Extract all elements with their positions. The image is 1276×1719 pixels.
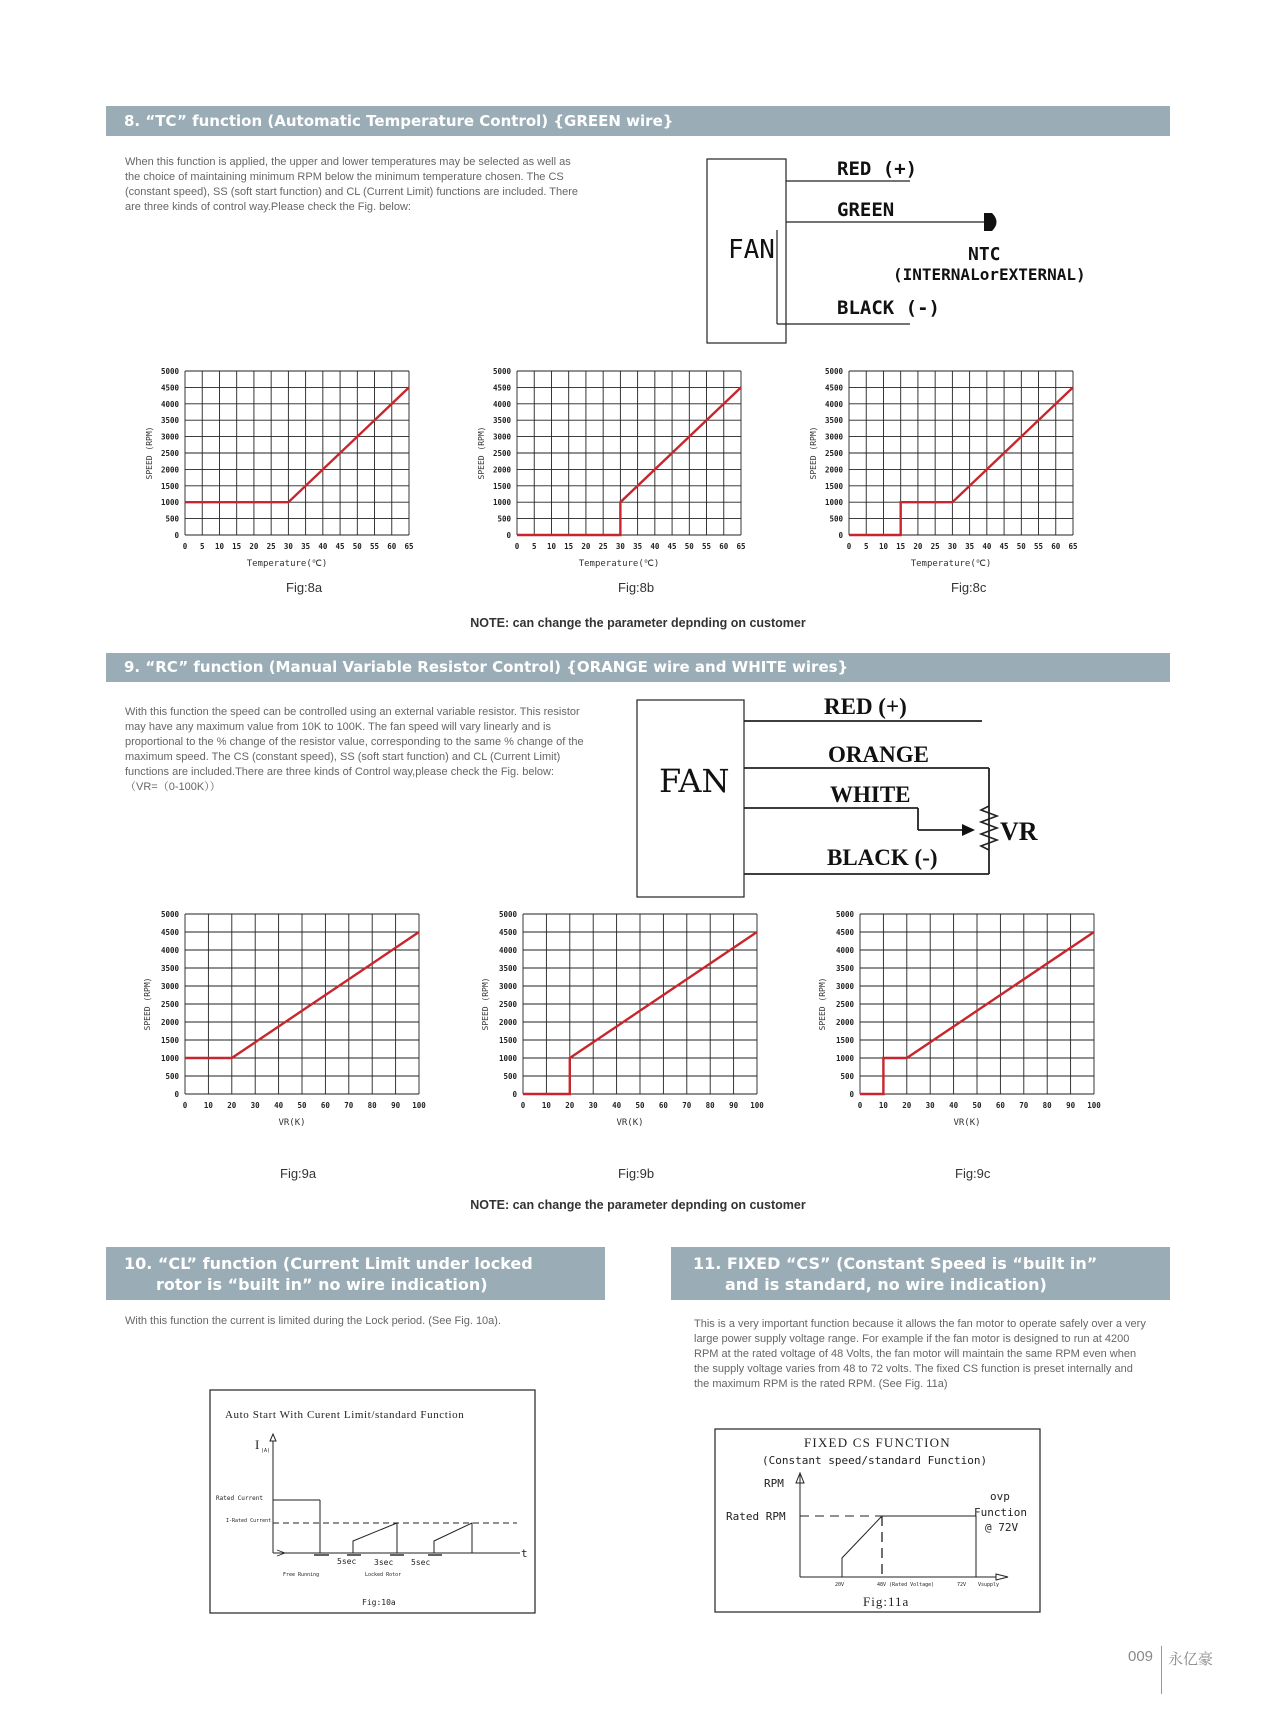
y-tick-label: 3500	[160, 416, 179, 426]
y-tick-label: 0	[174, 1090, 179, 1099]
section-9-body	[125, 705, 590, 795]
x-axis-label: Temperature(℃)	[910, 559, 992, 569]
section-8-body: When this function is applied, the upper and lower temperatures may be selected as well as the choice of maintaining minimum RPM below the minimum temperature chosen. The CS (constant speed), SS (soft start function) and CL (Current Limit) functions are included. There are three kinds of control way.Please check the Fig. below:	[125, 156, 579, 213]
y-tick-label: 4500	[492, 383, 511, 393]
x-tick-label: 60	[1051, 542, 1061, 551]
x-tick-label: 65	[404, 542, 414, 551]
tc-ntc-sub-label: (INTERNALorEXTERNAL)	[893, 265, 1086, 284]
cs-subtitle: (Constant speed/standard Function)	[762, 1454, 988, 1467]
y-tick-label: 3500	[160, 964, 179, 973]
y-tick-label: 3500	[824, 416, 843, 426]
x-tick-label: 50	[1016, 542, 1026, 551]
x-tick-label: 30	[615, 542, 625, 551]
y-tick-label: 0	[512, 1090, 517, 1099]
x-tick-label: 0	[182, 542, 188, 551]
y-tick-label: 1000	[160, 1054, 179, 1063]
x-tick-label: 80	[1042, 1101, 1052, 1110]
x-tick-label: 0	[846, 542, 852, 551]
y-tick-label: 5000	[160, 367, 179, 376]
section-8-note: NOTE: can change the parameter depnding on customer	[470, 616, 806, 630]
x-tick-label: 80	[705, 1101, 715, 1110]
y-tick-label: 1000	[498, 1054, 517, 1063]
y-tick-label: 4000	[835, 946, 854, 955]
y-axis-label: SPEED (RPM)	[809, 426, 818, 480]
y-tick-label: 4000	[498, 946, 517, 955]
y-tick-label: 5000	[160, 910, 179, 919]
y-tick-label: 1000	[824, 498, 843, 508]
x-tick-label: 40	[949, 1101, 959, 1110]
fig-8c-caption: Fig:8c	[951, 580, 987, 595]
x-tick-label: 20	[249, 542, 259, 551]
cl-ylabel: I	[255, 1437, 260, 1452]
y-tick-label: 5000	[498, 910, 517, 919]
series-line	[849, 387, 1073, 535]
fig-9a-caption: Fig:9a	[280, 1166, 317, 1181]
x-tick-label: 55	[370, 542, 380, 551]
y-tick-label: 1500	[835, 1036, 854, 1045]
x-axis-label: Temperature(℃)	[246, 559, 328, 569]
y-tick-label: 4000	[492, 399, 511, 409]
y-tick-label: 4500	[160, 928, 179, 937]
cs-title: FIXED CS FUNCTION	[804, 1435, 951, 1450]
x-tick-label: 30	[588, 1101, 598, 1110]
y-axis-label: SPEED (RPM)	[477, 426, 486, 480]
x-tick-label: 70	[1019, 1101, 1029, 1110]
y-tick-label: 4000	[160, 946, 179, 955]
cl-fig-caption: Fig:10a	[362, 1598, 396, 1607]
cs-x4-label: Vsupply	[978, 1582, 1000, 1588]
x-axis-label: VR(K)	[278, 1118, 306, 1128]
y-tick-label: 4500	[824, 383, 843, 393]
page-number: 009	[1128, 1648, 1154, 1665]
x-tick-label: 0	[514, 542, 520, 551]
y-tick-label: 4500	[498, 928, 517, 937]
cs-x3-label: 72V	[957, 1582, 967, 1588]
y-tick-label: 2000	[835, 1018, 854, 1027]
y-tick-label: 0	[838, 531, 843, 540]
x-tick-label: 0	[857, 1101, 863, 1110]
x-tick-label: 20	[913, 542, 923, 551]
y-tick-label: 4000	[824, 399, 843, 409]
cl-current-diagram	[209, 1389, 537, 1614]
cl-t2-label: 3sec	[374, 1558, 394, 1567]
x-tick-label: 55	[702, 542, 712, 551]
y-tick-label: 3500	[492, 416, 511, 426]
x-tick-label: 90	[1066, 1101, 1076, 1110]
x-tick-label: 60	[320, 1101, 330, 1110]
rc-fan-label: FAN	[659, 762, 730, 800]
y-tick-label: 2500	[498, 1000, 517, 1009]
y-tick-label: 3000	[498, 982, 517, 991]
y-tick-label: 2500	[835, 1000, 854, 1009]
section-11-heading-line1: 11. FIXED “CS” (Constant Speed is “built in”	[693, 1254, 1098, 1273]
x-tick-label: 10	[541, 1101, 551, 1110]
section-11-body: This is a very important function because it allows the fan motor to operate safely over a very large power supply voltage range. For example if the fan motor is designed to run at 4200 RPM at the rated voltage of 48 Volts, the fan motor will maintain the same RPM even when the supply voltage varies from 48 to 72 volts. The fixed CS function is preset internally and the maximum RPM is the rated RPM. (See Fig. 11a)	[694, 1318, 1146, 1390]
x-tick-label: 60	[719, 542, 729, 551]
x-tick-label: 10	[214, 542, 224, 551]
cs-ovp2-label: Function	[974, 1506, 1027, 1519]
x-tick-label: 25	[598, 542, 608, 551]
x-tick-label: 40	[612, 1101, 622, 1110]
cl-irated-label: I-Rated Current	[226, 1518, 272, 1524]
cs-rated-label: Rated RPM	[726, 1510, 786, 1523]
y-tick-label: 5000	[835, 910, 854, 919]
y-tick-label: 1000	[160, 498, 179, 508]
y-tick-label: 0	[506, 531, 511, 540]
x-tick-label: 45	[667, 542, 677, 551]
x-tick-label: 20	[565, 1101, 575, 1110]
y-tick-label: 1500	[498, 1036, 517, 1045]
series-line	[185, 387, 409, 502]
x-tick-label: 70	[344, 1101, 354, 1110]
cs-x2-label: 48V (Rated Voltage)	[877, 1582, 935, 1588]
rc-orange-label: ORANGE	[828, 742, 929, 767]
y-tick-label: 500	[165, 514, 179, 524]
y-tick-label: 3000	[824, 432, 843, 442]
cs-ylabel: RPM	[764, 1477, 784, 1490]
x-tick-label: 10	[878, 1101, 888, 1110]
x-tick-label: 35	[301, 542, 311, 551]
rc-white-label: WHITE	[830, 782, 911, 807]
cl-t-label: t	[521, 1547, 528, 1560]
y-tick-label: 2500	[492, 449, 511, 458]
y-tick-label: 500	[840, 1072, 854, 1081]
chart-fig-9b	[476, 905, 796, 1128]
section-9-heading: 9. “RC” function (Manual Variable Resistor Control) {ORANGE wire and WHITE wires}	[106, 653, 1170, 682]
section-10-heading	[106, 1247, 605, 1300]
x-tick-label: 40	[982, 542, 992, 551]
y-tick-label: 4500	[835, 928, 854, 937]
section-10-body: With this function the current is limited during the Lock period. (See Fig. 10a).	[125, 1315, 502, 1327]
x-axis-label: Temperature(℃)	[578, 559, 660, 569]
fig-9c-caption: Fig:9c	[955, 1166, 991, 1181]
tc-fan-label: FAN	[728, 235, 775, 265]
x-tick-label: 50	[635, 1101, 645, 1110]
x-tick-label: 20	[902, 1101, 912, 1110]
y-tick-label: 3000	[160, 982, 179, 991]
cs-ovp3-label: @ 72V	[985, 1521, 1019, 1534]
y-tick-label: 2000	[492, 465, 511, 475]
section-10-heading-line2: rotor is “built in” no wire indication)	[156, 1275, 488, 1294]
tc-wiring-diagram	[700, 150, 1120, 350]
x-tick-label: 10	[203, 1101, 213, 1110]
section-11-heading-line2: and is standard, no wire indication)	[725, 1275, 1047, 1294]
y-tick-label: 1000	[492, 498, 511, 508]
y-tick-label: 500	[503, 1072, 517, 1081]
x-tick-label: 15	[564, 542, 574, 551]
x-tick-label: 100	[750, 1101, 764, 1110]
rc-vr-label: VR	[1000, 817, 1038, 846]
section-9-body-text: With this function the speed can be controlled using an external variable resistor. This resistor may have any maximum value from 10K to 100K. The fan speed will vary linearly and is proportional to the % change of the resistor value, corresponding to the same % change of the maximum speed. The CS (constant speed), SS (soft start function) and CL (Current Limit) functions are included.There are three kinds of Control way,please check the Fig. below:	[125, 706, 584, 778]
x-tick-label: 50	[352, 542, 362, 551]
y-tick-label: 3000	[835, 982, 854, 991]
cl-locked-label: Locked Rotor	[365, 1572, 402, 1578]
y-tick-label: 5000	[824, 367, 843, 376]
x-tick-label: 5	[199, 542, 205, 551]
rc-wiring-diagram	[632, 690, 1052, 895]
footer-divider	[1161, 1646, 1162, 1694]
x-tick-label: 65	[1068, 542, 1078, 551]
x-tick-label: 60	[995, 1101, 1005, 1110]
x-tick-label: 100	[412, 1101, 426, 1110]
y-tick-label: 3000	[160, 432, 179, 442]
x-tick-label: 45	[999, 542, 1009, 551]
y-tick-label: 1500	[160, 481, 179, 491]
x-tick-label: 65	[736, 542, 746, 551]
y-tick-label: 2000	[498, 1018, 517, 1027]
y-tick-label: 2500	[824, 449, 843, 458]
x-tick-label: 100	[1087, 1101, 1101, 1110]
fig-8b-caption: Fig:8b	[618, 580, 655, 595]
x-tick-label: 25	[266, 542, 276, 551]
y-tick-label: 500	[165, 1072, 179, 1081]
y-tick-label: 3000	[492, 432, 511, 442]
cs-speed-diagram	[714, 1428, 1042, 1614]
x-axis-label: VR(K)	[953, 1118, 981, 1128]
y-tick-label: 1500	[492, 481, 511, 491]
cl-ysub: (A)	[261, 1448, 271, 1454]
cl-t3-label: 5sec	[411, 1558, 431, 1567]
cs-fig-caption: Fig:11a	[863, 1594, 910, 1609]
y-axis-label: SPEED (RPM)	[145, 426, 154, 480]
x-tick-label: 90	[391, 1101, 401, 1110]
cl-rated-label: Rated Current	[216, 1495, 263, 1502]
y-tick-label: 2000	[824, 465, 843, 475]
y-tick-label: 2500	[160, 1000, 179, 1009]
section-8-heading: 8. “TC” function (Automatic Temperature Control) {GREEN wire}	[106, 106, 1170, 136]
chart-fig-8b	[472, 362, 792, 577]
y-tick-label: 1500	[160, 1036, 179, 1045]
x-tick-label: 20	[227, 1101, 237, 1110]
cs-ovp1-label: ovp	[990, 1490, 1010, 1503]
brand-name: 永亿豪	[1168, 1651, 1214, 1668]
section-10-heading-line1: 10. “CL” function (Current Limit under locked	[124, 1254, 533, 1273]
cl-free-label: Free Running	[283, 1572, 320, 1578]
chart-fig-9a	[138, 905, 458, 1128]
x-tick-label: 25	[930, 542, 940, 551]
x-tick-label: 5	[531, 542, 537, 551]
y-tick-label: 1000	[835, 1054, 854, 1063]
y-axis-label: SPEED (RPM)	[143, 977, 152, 1031]
y-tick-label: 4000	[160, 399, 179, 409]
x-tick-label: 15	[896, 542, 906, 551]
section-9-note: NOTE: can change the parameter depnding on customer	[470, 1198, 806, 1212]
x-tick-label: 10	[546, 542, 556, 551]
tc-red-label: RED (+)	[837, 158, 918, 180]
x-tick-label: 45	[335, 542, 345, 551]
x-tick-label: 20	[581, 542, 591, 551]
x-tick-label: 60	[387, 542, 397, 551]
x-tick-label: 40	[274, 1101, 284, 1110]
y-tick-label: 3500	[835, 964, 854, 973]
x-tick-label: 40	[650, 542, 660, 551]
rc-red-label: RED (+)	[824, 694, 907, 719]
x-tick-label: 5	[863, 542, 869, 551]
cl-t1-label: 5sec	[337, 1557, 357, 1566]
x-tick-label: 30	[947, 542, 957, 551]
y-tick-label: 2000	[160, 465, 179, 475]
y-tick-label: 500	[829, 514, 843, 524]
y-tick-label: 500	[497, 514, 511, 524]
y-axis-label: SPEED (RPM)	[481, 977, 490, 1031]
x-tick-label: 30	[925, 1101, 935, 1110]
x-tick-label: 35	[965, 542, 975, 551]
x-tick-label: 0	[520, 1101, 526, 1110]
y-tick-label: 0	[849, 1090, 854, 1099]
x-tick-label: 55	[1034, 542, 1044, 551]
x-tick-label: 35	[633, 542, 643, 551]
section-11-heading	[671, 1247, 1170, 1300]
x-tick-label: 70	[682, 1101, 692, 1110]
chart-fig-9c	[813, 905, 1133, 1128]
y-tick-label: 2000	[160, 1018, 179, 1027]
y-tick-label: 0	[174, 531, 179, 540]
x-tick-label: 30	[283, 542, 293, 551]
series-line	[517, 387, 741, 535]
x-tick-label: 50	[297, 1101, 307, 1110]
x-tick-label: 60	[658, 1101, 668, 1110]
tc-green-label: GREEN	[837, 199, 895, 221]
y-tick-label: 1500	[824, 481, 843, 491]
cs-x1-label: 20V	[835, 1582, 845, 1588]
x-tick-label: 15	[232, 542, 242, 551]
x-tick-label: 10	[878, 542, 888, 551]
y-axis-label: SPEED (RPM)	[818, 977, 827, 1031]
tc-ntc-label: NTC	[968, 244, 1001, 265]
x-tick-label: 40	[318, 542, 328, 551]
x-tick-label: 80	[367, 1101, 377, 1110]
section-9-vr-range: （VR=（0-100K））	[125, 781, 221, 793]
cl-title: Auto Start With Curent Limit/standard Function	[225, 1409, 465, 1421]
y-tick-label: 2500	[160, 449, 179, 458]
x-tick-label: 50	[972, 1101, 982, 1110]
x-tick-label: 0	[182, 1101, 188, 1110]
y-tick-label: 3500	[498, 964, 517, 973]
x-tick-label: 90	[729, 1101, 739, 1110]
fig-9b-caption: Fig:9b	[618, 1166, 655, 1181]
tc-black-label: BLACK (-)	[837, 297, 940, 319]
y-tick-label: 5000	[492, 367, 511, 376]
chart-fig-8a	[140, 362, 460, 577]
rc-black-label: BLACK (-)	[827, 845, 938, 870]
x-tick-label: 30	[250, 1101, 260, 1110]
x-tick-label: 50	[684, 542, 694, 551]
chart-fig-8c	[804, 362, 1124, 577]
y-tick-label: 4500	[160, 383, 179, 393]
x-axis-label: VR(K)	[616, 1118, 644, 1128]
fig-8a-caption: Fig:8a	[286, 580, 323, 595]
